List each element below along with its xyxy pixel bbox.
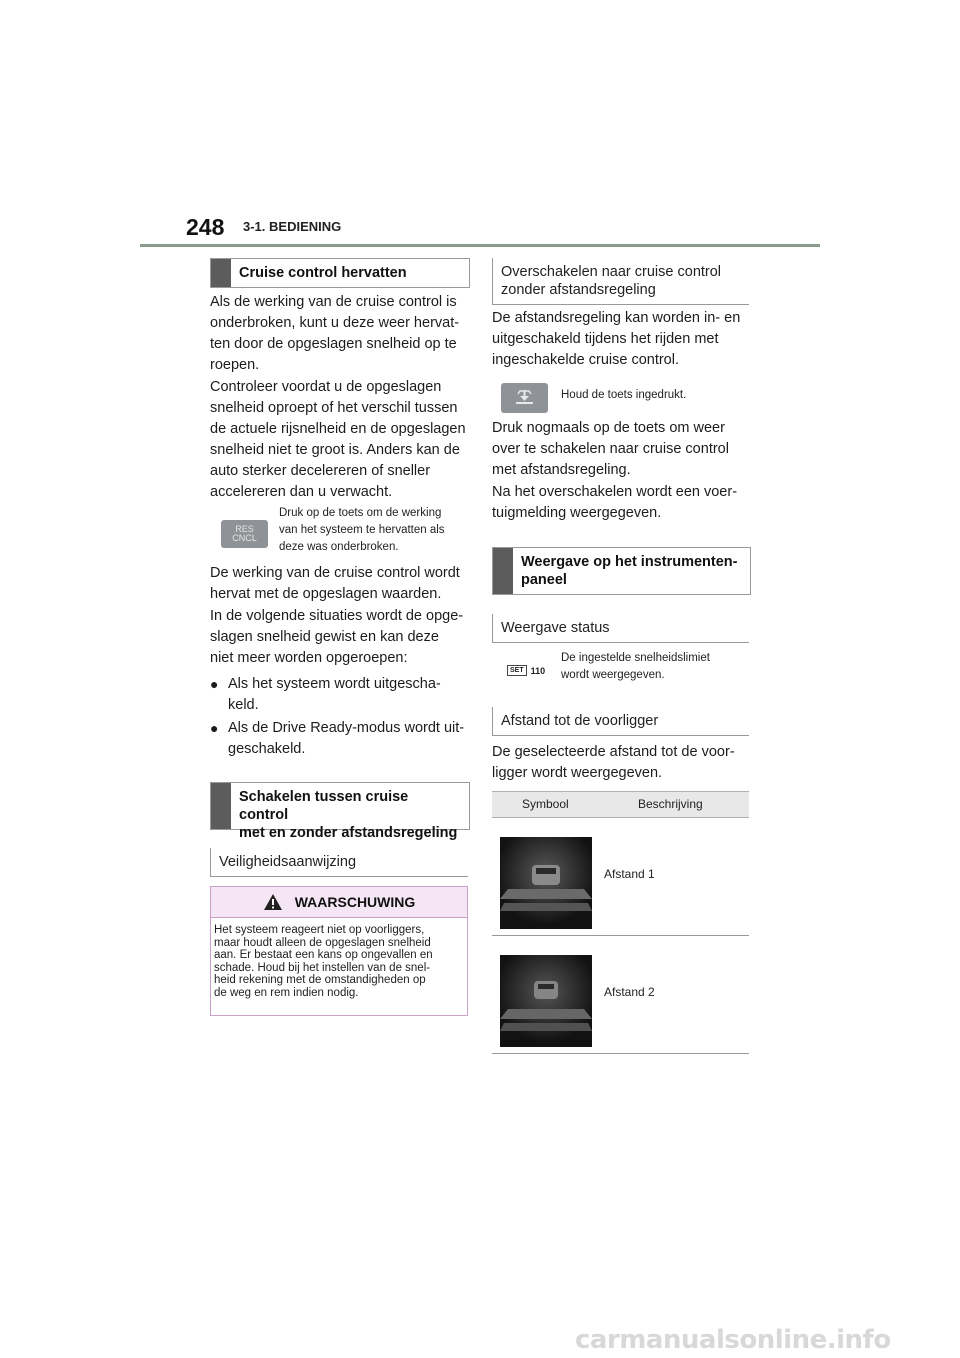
row-description: Afstand 2 bbox=[604, 985, 655, 999]
text-line: geschakeld. bbox=[228, 741, 306, 757]
paragraph-distance-control bbox=[492, 308, 752, 371]
distance-button-icon bbox=[501, 383, 548, 413]
text-line: De werking van de cruise control wordt bbox=[210, 565, 460, 581]
text-line: snelheid niet te groot is. Anders kan de bbox=[210, 442, 460, 458]
subheading-overschakelen bbox=[492, 258, 749, 305]
text-line: aan. Er bestaat een kans op ongevallen en bbox=[214, 949, 433, 961]
text-line: uitgeschakeld tijdens het rijden met bbox=[492, 331, 719, 347]
paragraph-message bbox=[492, 482, 752, 524]
bullet-item bbox=[210, 674, 472, 716]
text-line: schade. Houd bij het instellen van de snel- bbox=[214, 961, 431, 974]
text-line: Druk nogmaals op de toets om weer bbox=[492, 420, 725, 436]
text-line: met afstandsregeling. bbox=[492, 462, 631, 478]
paragraph-situations bbox=[210, 606, 470, 669]
bullet-dot-icon: ● bbox=[210, 676, 219, 692]
heading-schakelen bbox=[210, 782, 470, 841]
paragraph-resumed bbox=[210, 563, 470, 605]
safety-heading: Veiligheidsaanwijzing bbox=[210, 848, 468, 877]
heading-line: met en zonder afstandsregeling bbox=[239, 825, 458, 841]
text-line: heid rekening met de omstandigheden op bbox=[214, 974, 426, 986]
text-line: onderbroken, kunt u deze weer hervat- bbox=[210, 315, 460, 331]
heading-text: Cruise control hervatten bbox=[239, 265, 407, 281]
bullet-item bbox=[210, 718, 472, 760]
text-line: Als de werking van de cruise control is bbox=[210, 294, 457, 310]
paragraph-selected-distance bbox=[492, 742, 752, 784]
text-line: wordt weergegeven. bbox=[561, 669, 665, 681]
warning-triangle-icon bbox=[263, 893, 283, 911]
text-line: keld. bbox=[228, 697, 259, 713]
status-heading: Weergave status bbox=[492, 614, 749, 643]
table-row-divider bbox=[492, 1053, 749, 1054]
text-line: De geselecteerde afstand tot de voor- bbox=[492, 744, 735, 760]
row-description: Afstand 1 bbox=[604, 867, 655, 881]
text-line: van het systeem te hervatten als bbox=[279, 524, 445, 536]
column-header-symbool: Symbool bbox=[522, 797, 569, 811]
text-line: Controleer voordat u de opgeslagen bbox=[210, 379, 442, 395]
paragraph-check-speed bbox=[210, 377, 470, 503]
cncl-label: CNCL bbox=[232, 533, 257, 543]
text-line: de actuele rijsnelheid en de opgeslagen bbox=[210, 421, 466, 437]
text-line: de weg en rem indien nodig. bbox=[214, 986, 359, 999]
text-line: De afstandsregeling kan worden in- en bbox=[492, 310, 741, 326]
warning-text bbox=[211, 918, 467, 999]
text-line: Als de Drive Ready-modus wordt uit- bbox=[228, 720, 465, 736]
set-note bbox=[561, 650, 751, 684]
text-line: ligger wordt weergegeven. bbox=[492, 765, 663, 781]
table-header bbox=[492, 791, 749, 818]
text-line: In de volgende situaties wordt de opge- bbox=[210, 608, 464, 624]
watermark: carmanualsonline.info bbox=[575, 1325, 891, 1355]
text-line: niet meer worden opgeroepen: bbox=[210, 650, 408, 666]
text-line: deze was onderbroken. bbox=[279, 541, 399, 553]
heading-line: zonder afstandsregeling bbox=[501, 282, 656, 298]
section-label: 3-1. BEDIENING bbox=[243, 219, 342, 234]
text-line: Als het systeem wordt uitgescha- bbox=[228, 676, 441, 692]
text-line: Het systeem reageert niet op voorliggers, bbox=[214, 924, 425, 936]
text-line: snelheid oproept of het verschil tussen bbox=[210, 400, 458, 416]
text-line: over te schakelen naar cruise control bbox=[492, 441, 729, 457]
set-speed-symbol bbox=[507, 665, 545, 676]
heading-line: Weergave op het instrumenten- bbox=[521, 554, 738, 570]
heading-cruise-control-hervatten bbox=[210, 258, 470, 288]
paragraph-press-again bbox=[492, 418, 752, 481]
heading-weergave bbox=[492, 547, 751, 595]
heading-line: Schakelen tussen cruise control bbox=[239, 789, 409, 823]
distance-heading: Afstand tot de voorligger bbox=[492, 707, 749, 736]
set-value: 110 bbox=[530, 665, 546, 676]
heading-line: paneel bbox=[521, 572, 567, 588]
text-line: slagen snelheid gewist en kan deze bbox=[210, 629, 439, 645]
column-header-beschrijving: Beschrijving bbox=[638, 797, 703, 811]
bullet-dot-icon: ● bbox=[210, 720, 219, 736]
text-line: tuigmelding weergegeven. bbox=[492, 505, 662, 521]
res-note bbox=[279, 505, 469, 556]
warning-header bbox=[211, 887, 467, 918]
text-line: hervat met de opgeslagen waarden. bbox=[210, 586, 442, 602]
heading-line: Overschakelen naar cruise control bbox=[501, 264, 722, 280]
text-line: De ingestelde snelheidslimiet bbox=[561, 652, 710, 664]
res-cncl-button-icon bbox=[221, 520, 268, 548]
paragraph-intro bbox=[210, 292, 470, 376]
hold-note: Houd de toets ingedrukt. bbox=[561, 389, 687, 401]
header-rule bbox=[140, 244, 820, 247]
text-line: Na het overschakelen wordt een voer- bbox=[492, 484, 738, 500]
res-label: RES bbox=[235, 524, 254, 534]
text-line: roepen. bbox=[210, 357, 260, 373]
text-line: accelereren dan u verwacht. bbox=[210, 484, 393, 500]
text-line: ingeschakelde cruise control. bbox=[492, 352, 679, 368]
distance-1-image bbox=[500, 837, 592, 929]
table-row-divider bbox=[492, 935, 749, 936]
text-line: ten door de opgeslagen snelheid op te bbox=[210, 336, 457, 352]
text-line: Druk op de toets om de werking bbox=[279, 507, 442, 519]
page-number: 248 bbox=[186, 214, 225, 240]
warning-title: WAARSCHUWING bbox=[294, 894, 416, 910]
text-line: maar houdt alleen de opgeslagen snelheid bbox=[214, 936, 431, 949]
text-line: auto sterker decelereren of sneller bbox=[210, 463, 431, 479]
warning-box bbox=[210, 886, 468, 1016]
distance-2-image bbox=[500, 955, 592, 1047]
set-label: SET bbox=[507, 665, 527, 676]
